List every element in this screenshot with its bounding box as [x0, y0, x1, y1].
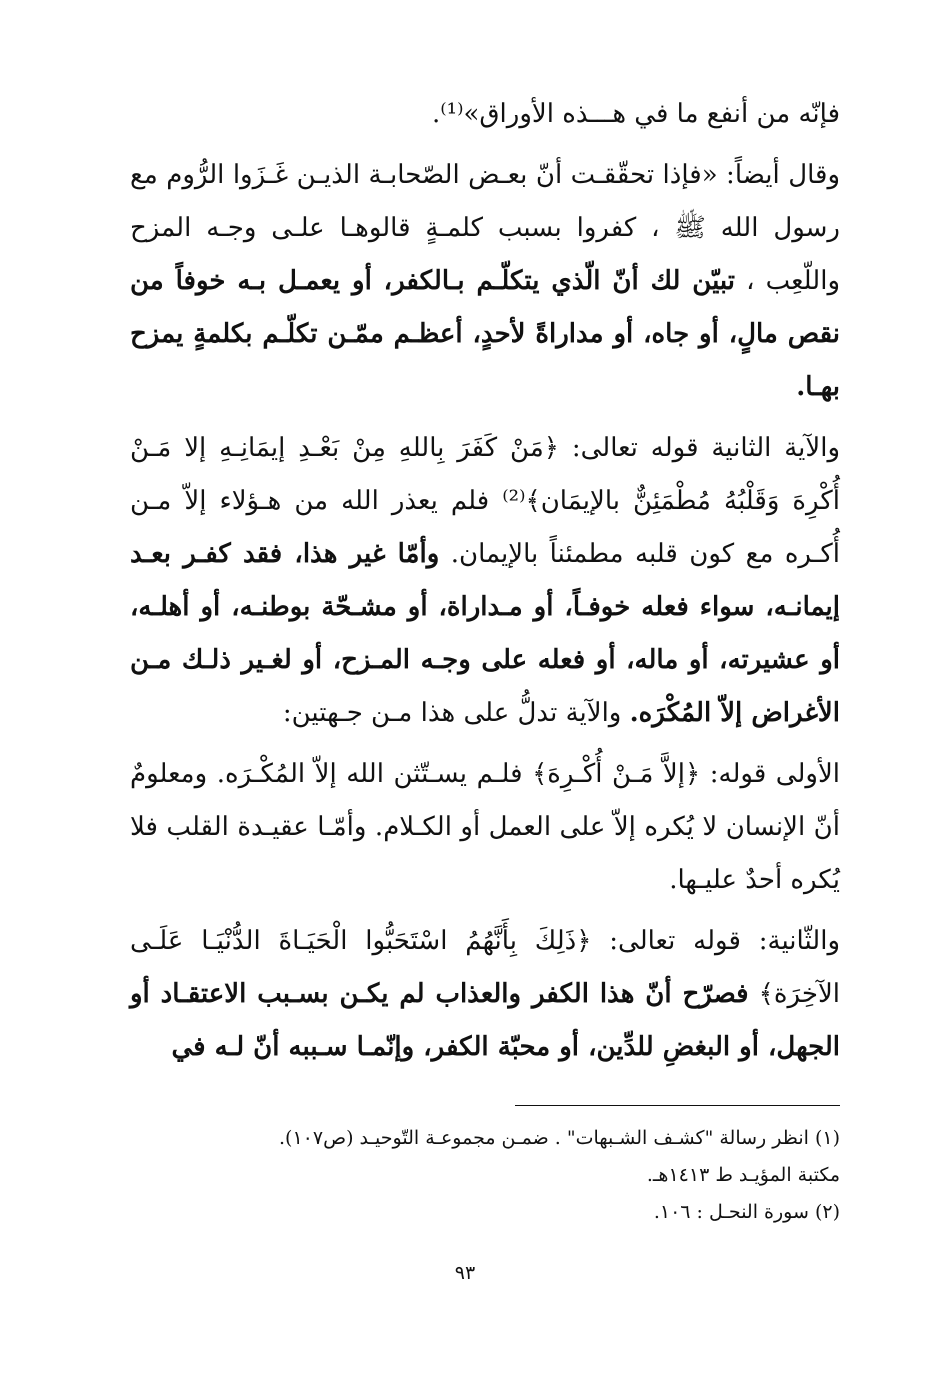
paragraph-5 [130, 915, 840, 1074]
paragraph-4-text: الأولى قوله: ﴿إلاَّ مَـنْ أُكْـرِهَ﴾ فلـم يسـتّثن الله إلاّ المُكْـرَه. ومعلومٌ أنّ الإنسان لا يُكره إلاّ على العمل أو الكـلام. وأمّـا عقيـدة القلب فلا يُكره أحدٌ عليـها. [130, 759, 840, 895]
paragraph-5-bold-text: فصرّح أنّ هذا الكفر والعذاب لم يكـن بسـبب الاعتقـاد أو الجهل، أو البغضِ للدِّين، أو محبّة الكفر، وإنّمـا سـببه أنّ لـه في [130, 979, 840, 1062]
paragraph-2 [130, 149, 840, 414]
paragraph-2-bold-text: تبيّن لك أنّ الّذي يتكلّـم بـالكفر، أو يعمـل بـه خوفاً من نقص مالٍ، أو جاه، أو مداراةً لأحدٍ، أعظـم ممّـن تكلّـم بكلمةٍ يمزح بهـا. [130, 266, 840, 402]
paragraph-3-text-end: والآية تدلُّ على هذا مـن جـهتين: [282, 698, 630, 728]
paragraph-4 [130, 748, 840, 907]
paragraph-3-text: والآية الثانية قوله تعالى: ﴿مَنْ كَفَرَ بِاللهِ مِنْ بَعْـدِ إيمَانِـهِ إلا مَـنْ أُكْرِهَ وَقَلْبُهُ مُطْمَئِنٌّ بالإيمَان﴾⁽²⁾ فلم يعذر الله من هـؤلاء إلاّ مـن أُكـره مع كون قلبه مطمئناً بالإيمان. [130, 433, 841, 569]
footnote-separator [515, 1105, 840, 1106]
footnote-1-line-1: (١) انظر رسالة "كشـف الشـبهات" . ضمـن مجموعـة التّوحيـد (ص١٠٧). [279, 1127, 840, 1149]
footnote-2: (٢) سورة النحـل : ١٠٦. [653, 1201, 840, 1223]
paragraph-2-text: وقال أيضاً: «فإذا تحقّقـت أنّ بعـض الصّحابـة الذيـن غَـزَوا الرُّوم مع رسول الله ﷺ ، كفروا بسبب كلمـةٍ قالوهـا علـى وجـه المزح واللّعِب ، [130, 160, 840, 296]
paragraph-1 [130, 88, 840, 141]
paragraph-3 [130, 422, 840, 740]
paragraph-3-bold-text: وأمّا غير هذا، فقد كفـر بعـد إيمانـه، سواء فعله خوفـاً، أو مـداراة، أو مشـحّة بوطنـه، أو أهلـه، أو عشيرته، أو ماله، أو فعله على وجـه المـزح، أو لغـير ذلـك مـن الأغراض إلاّ المُكْرَه. [130, 539, 840, 728]
paragraph-1-text: فإنّه من أنفع ما في هـــذه الأوراق»⁽¹⁾. [431, 99, 840, 129]
footnote-1-line-2: مكتبة المؤيـد ط ١٤١٣هـ. [646, 1164, 840, 1186]
footnotes [130, 1120, 840, 1231]
page-body [130, 88, 840, 1074]
page-number: ٩٣ [454, 1262, 476, 1284]
paragraph-5-text: والثّانية: قوله تعالى: ﴿ذَلِكَ بِأَنَّهُمُ اسْتَحَبُّوا الْحَيَـاةَ الدُّنْيَـا عَلَـى الآخِرَة﴾ [130, 926, 840, 1009]
